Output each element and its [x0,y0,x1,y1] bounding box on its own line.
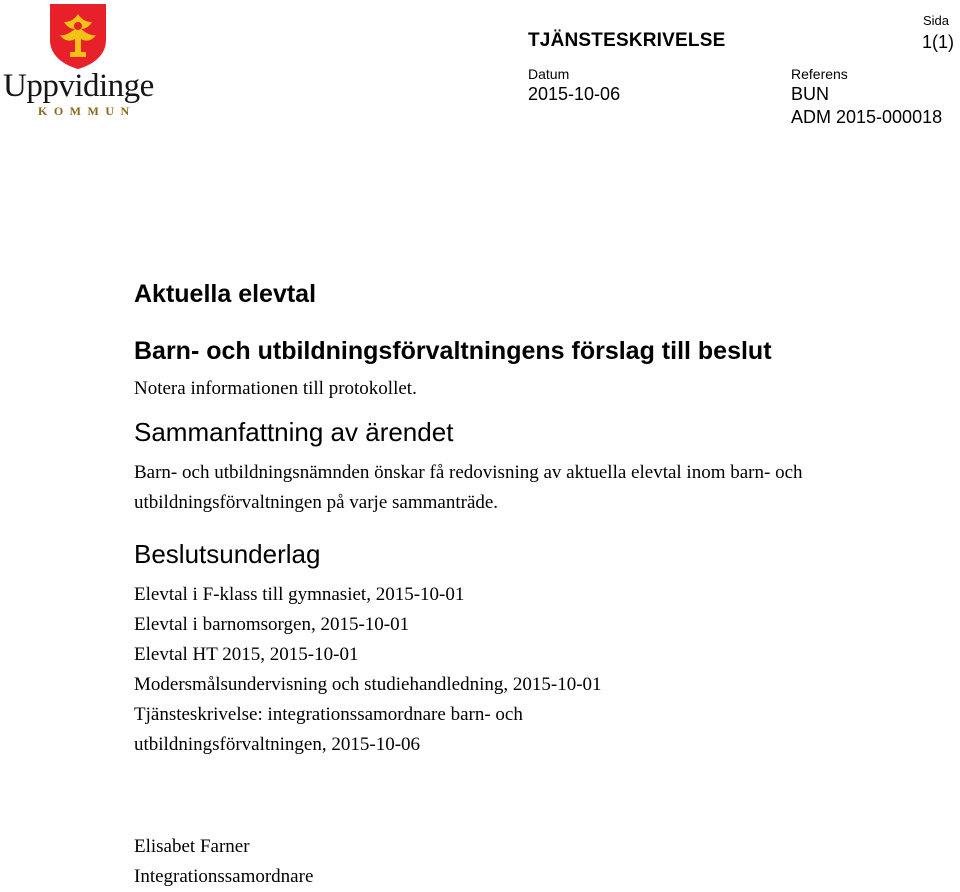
basis-item: Tjänsteskrivelse: integrationssamordnare barn- och [134,704,523,725]
basis-list [134,580,602,760]
municipality-logo [0,0,160,125]
summary-text: Barn- och utbildningsnämnden önskar få redovisning av aktuella elevtal inom barn- och utbildningsförvaltningen på varje sammanträde. [134,462,803,513]
logo-subtitle: KOMMUN [38,104,136,118]
logo-name: Uppvidinge [3,68,154,104]
coat-of-arms-icon [48,2,108,70]
proposal-heading: Barn- och utbildningsförvaltningens förslag till beslut [134,337,772,365]
reference-line-1: BUN [791,84,830,104]
document-type: TJÄNSTESKRIVELSE [528,30,726,51]
basis-item: Elevtal i F-klass till gymnasiet, 2015-10-01 [134,584,465,605]
basis-item: Modersmålsundervisning och studiehandledning, 2015-10-01 [134,674,602,695]
signature-name: Elisabet Farner [134,836,250,857]
date-value: 2015-10-06 [528,84,621,104]
date-label: Datum [528,66,570,82]
signature-title: Integrationssamordnare [134,866,314,887]
page-label: Sida [923,13,950,28]
proposal-text: Notera informationen till protokollet. [134,378,417,399]
signature-block [134,832,313,892]
basis-item: utbildningsförvaltningen, 2015-10-06 [134,734,421,755]
summary-heading: Sammanfattning av ärendet [134,417,454,447]
document-title: Aktuella elevtal [134,280,317,308]
basis-item: Elevtal i barnomsorgen, 2015-10-01 [134,614,410,635]
page-number: 1(1) [922,32,955,52]
basis-heading: Beslutsunderlag [134,539,321,569]
reference-line-2: ADM 2015-000018 [791,107,943,127]
basis-item: Elevtal HT 2015, 2015-10-01 [134,644,359,665]
reference-label: Referens [791,66,848,82]
